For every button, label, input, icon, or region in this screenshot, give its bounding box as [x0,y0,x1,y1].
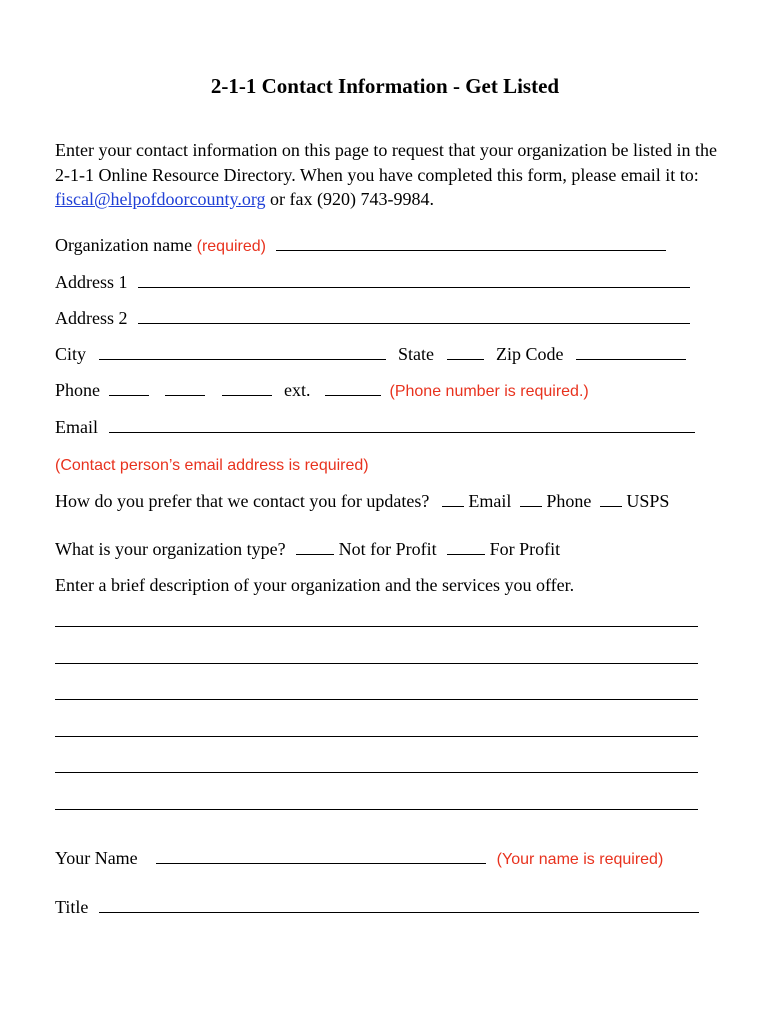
description-line[interactable] [55,756,698,778]
your-name-field[interactable] [156,847,486,864]
contact-pref-usps-field[interactable] [600,490,622,507]
title-label: Title [55,897,89,917]
ext-label: ext. [284,380,311,400]
org-name-row [55,234,666,258]
phone-line-field[interactable] [222,379,272,396]
phone-label: Phone [55,380,100,400]
email-field[interactable] [109,416,695,433]
intro-paragraph [55,138,725,212]
description-line[interactable] [55,647,698,669]
org-type-row [55,538,560,560]
email-required-row [55,453,369,477]
contact-pref-email-label: Email [468,491,512,511]
address1-label: Address 1 [55,272,128,292]
city-field[interactable] [99,343,386,360]
intro-text-before: Enter your contact information on this page to request that your organization be listed in the 2-1-1 Online Resource Directory. When you have completed this form, please email it to: [55,140,717,185]
phone-required: (Phone number is required.) [389,383,589,400]
org-name-field[interactable] [276,234,666,251]
org-type-nonprofit-field[interactable] [296,538,334,555]
address1-field[interactable] [138,271,690,288]
email-row [55,416,695,438]
contact-pref-row [55,490,669,512]
address1-row [55,271,690,293]
zip-field[interactable] [576,343,686,360]
description-prompt: Enter a brief description of your organization and the services you offer. [55,575,575,595]
org-type-nonprofit-label: Not for Profit [338,539,437,559]
description-line[interactable] [55,720,698,742]
title-field[interactable] [99,896,699,913]
org-type-forprofit-label: For Profit [489,539,561,559]
description-line[interactable] [55,793,698,815]
email-label: Email [55,417,98,437]
city-label: City [55,344,87,364]
phone-area-field[interactable] [109,379,149,396]
city-state-zip-row [55,343,686,365]
state-label: State [398,344,435,364]
email-required: (Contact person’s email address is required) [55,457,369,474]
intro-text-after: or fax (920) 743-9984. [265,189,434,209]
phone-ext-field[interactable] [325,379,381,396]
email-link[interactable]: fiscal@helpofdoorcounty.org [55,189,266,209]
description-line[interactable] [55,610,698,632]
your-name-required: (Your name is required) [496,851,664,868]
title-row [55,896,699,918]
state-field[interactable] [447,343,484,360]
contact-pref-usps-label: USPS [626,491,670,511]
address2-field[interactable] [138,307,690,324]
contact-pref-email-field[interactable] [442,490,464,507]
your-name-label: Your Name [55,848,138,868]
contact-pref-phone-field[interactable] [520,490,542,507]
address2-label: Address 2 [55,308,128,328]
description-line[interactable] [55,683,698,705]
address2-row [55,307,690,329]
phone-prefix-field[interactable] [165,379,205,396]
contact-pref-phone-label: Phone [546,491,592,511]
zip-label: Zip Code [496,344,564,364]
contact-pref-question: How do you prefer that we contact you for updates? [55,491,430,511]
page-title: 2-1-1 Contact Information - Get Listed [210,74,560,98]
description-prompt-row [55,574,574,596]
org-type-forprofit-field[interactable] [447,538,485,555]
org-type-question: What is your organization type? [55,539,286,559]
phone-row [55,379,589,403]
your-name-row [55,847,663,871]
org-name-required: (required) [196,238,266,255]
org-name-label: Organization name [55,235,193,255]
